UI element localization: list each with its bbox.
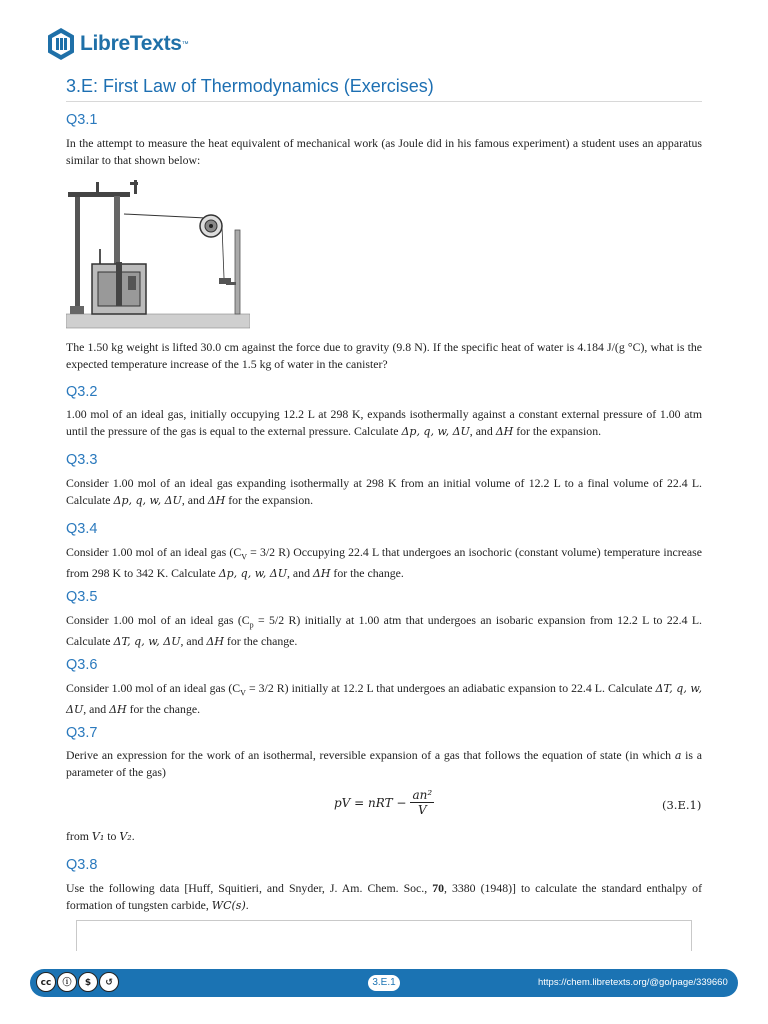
by-icon: ⓘ	[57, 972, 77, 992]
equation-label: (3.E.1)	[662, 798, 702, 812]
q3-3-tail: for the expansion.	[228, 493, 314, 507]
logo-text: LibreTexts	[80, 32, 182, 55]
q3-5-and: , and	[180, 634, 204, 649]
q3-6-pre: Consider 1.00 mol of an ideal gas (C	[66, 681, 241, 695]
q3-6-text	[66, 680, 702, 718]
q3-8-end: .	[245, 898, 249, 912]
q3-5-vars: ΔT, q, w, ΔU	[113, 635, 181, 649]
libretexts-logo[interactable]	[46, 26, 189, 62]
equation-fraction	[410, 788, 434, 817]
q3-5-sub: p	[249, 620, 254, 630]
q3-8-formula: WC(s)	[211, 899, 246, 912]
q3-7-pre: Derive an expression for the work of an isothermal, reversible expansion of a gas that follows the equation of state (in which	[66, 748, 672, 762]
q3-7-end: .	[131, 829, 135, 843]
q3-6-vars: ΔT, q, w, ΔU	[66, 682, 702, 717]
q3-4-text	[66, 544, 702, 582]
q3-3-and: , and	[181, 493, 205, 507]
q3-3-body: Consider 1.00 mol of an ideal gas expanding isothermally at 298 K from an initial volume of 12.2 L to a final volume of 22.4 L. Calculate	[66, 476, 702, 507]
logo-trademark: ™	[181, 40, 189, 48]
equation-left: pV = nRT −	[334, 795, 407, 810]
q3-5-text	[66, 612, 702, 650]
q3-6-and: , and	[83, 702, 107, 717]
equation-numerator: an²	[412, 788, 433, 802]
q3-3-text	[66, 475, 702, 509]
q3-5-tail: for the change.	[226, 634, 298, 649]
page-title: 3.E: First Law of Thermodynamics (Exercises)	[66, 76, 702, 102]
q3-4-tail: for the change.	[333, 566, 404, 581]
q3-5-var-last: ΔH	[206, 635, 224, 649]
libretexts-logo-icon	[46, 27, 76, 61]
q3-7-range	[66, 828, 702, 845]
q3-6-tail: for the change.	[129, 702, 201, 717]
q3-2-var-last: ΔH	[495, 425, 514, 438]
q3-5-heading: Q3.5	[66, 589, 98, 605]
q3-2-text	[66, 406, 702, 440]
q3-7-v1: V₁	[91, 830, 105, 843]
q3-7-to: to	[107, 829, 117, 843]
page-url-link[interactable]: https://chem.libretexts.org/@go/page/339660	[538, 977, 728, 988]
q3-7-text	[66, 747, 702, 781]
equation-3-e-1	[334, 788, 434, 817]
equation-denominator: V	[417, 803, 427, 817]
q3-4-var-last: ΔH	[312, 567, 331, 581]
q3-4-sub: V	[241, 552, 247, 562]
sa-icon: ↺	[99, 972, 119, 992]
q3-2-and: , and	[469, 424, 493, 438]
q3-4-heading: Q3.4	[66, 521, 98, 537]
q3-1-heading: Q3.1	[66, 112, 98, 128]
joule-apparatus-illustration	[66, 178, 250, 330]
page-number: 3.E.1	[368, 975, 400, 991]
q3-3-var-last: ΔH	[207, 494, 226, 507]
cc-icon: cc	[36, 972, 56, 992]
q3-6-sub: V	[240, 688, 246, 698]
q3-7-post: is a parameter of the gas)	[66, 748, 703, 779]
q3-7-v2: V₂	[119, 830, 132, 843]
q3-8-body: Use the following data [Huff, Squitieri, and Snyder, J. Am. Chem. Soc.,	[66, 881, 428, 895]
q3-2-tail: for the expansion.	[516, 424, 602, 438]
q3-8-text	[66, 880, 702, 914]
q3-7-var-a: a	[674, 749, 682, 762]
q3-4-and: , and	[287, 566, 310, 581]
q3-7-heading: Q3.7	[66, 725, 98, 741]
nc-icon: $	[78, 972, 98, 992]
q3-2-body: 1.00 mol of an ideal gas, initially occupying 12.2 L at 298 K, expands isothermally against a constant external pressure of 1.00 atm until the pressure of the gas is equal to the external pressure. Calculate	[66, 407, 702, 438]
q3-4-vars: Δp, q, w, ΔU	[218, 567, 288, 581]
q3-4-post: = 3/2 R) Occupying 22.4 L that undergoes an isochoric (constant volume) temperature increase from 298 K to 342 K. Calculate	[66, 545, 702, 581]
q3-8-heading: Q3.8	[66, 857, 98, 873]
q3-2-vars: Δp, q, w, ΔU	[401, 425, 470, 438]
q3-6-heading: Q3.6	[66, 657, 98, 673]
q3-7-from: from	[66, 829, 89, 843]
q3-5-post: = 5/2 R) initially at 1.00 atm that undergoes an isobaric expansion from 12.2 L to 22.4 L. Calculate	[66, 613, 702, 649]
q3-3-heading: Q3.3	[66, 452, 98, 468]
q3-1-question: The 1.50 kg weight is lifted 30.0 cm against the force due to gravity (9.8 N). If the specific heat of water is 4.184 J/(g °C), what is the expected temperature increase of the 1.5 kg of water in the canister?	[66, 340, 702, 371]
q3-1-intro: In the attempt to measure the heat equivalent of mechanical work (as Joule did in his famous experiment) a student uses an apparatus similar to that shown below:	[66, 136, 702, 167]
q3-8-volume: 70	[432, 881, 445, 895]
cc-license-badge[interactable]	[36, 972, 119, 994]
data-table-frame	[76, 920, 692, 951]
q3-6-post: = 3/2 R) initially at 12.2 L that undergoes an adiabatic expansion to 22.4 L. Calculate	[245, 681, 653, 695]
q3-5-pre: Consider 1.00 mol of an ideal gas (C	[66, 613, 250, 627]
q3-3-vars: Δp, q, w, ΔU	[113, 494, 182, 507]
q3-8-body2: , 3380 (1948)] to calculate the standard enthalpy of formation of tungsten carbide,	[66, 881, 702, 912]
q3-6-var-last: ΔH	[109, 703, 127, 717]
q3-2-heading: Q3.2	[66, 384, 98, 400]
q3-4-pre: Consider 1.00 mol of an ideal gas (C	[66, 545, 242, 559]
